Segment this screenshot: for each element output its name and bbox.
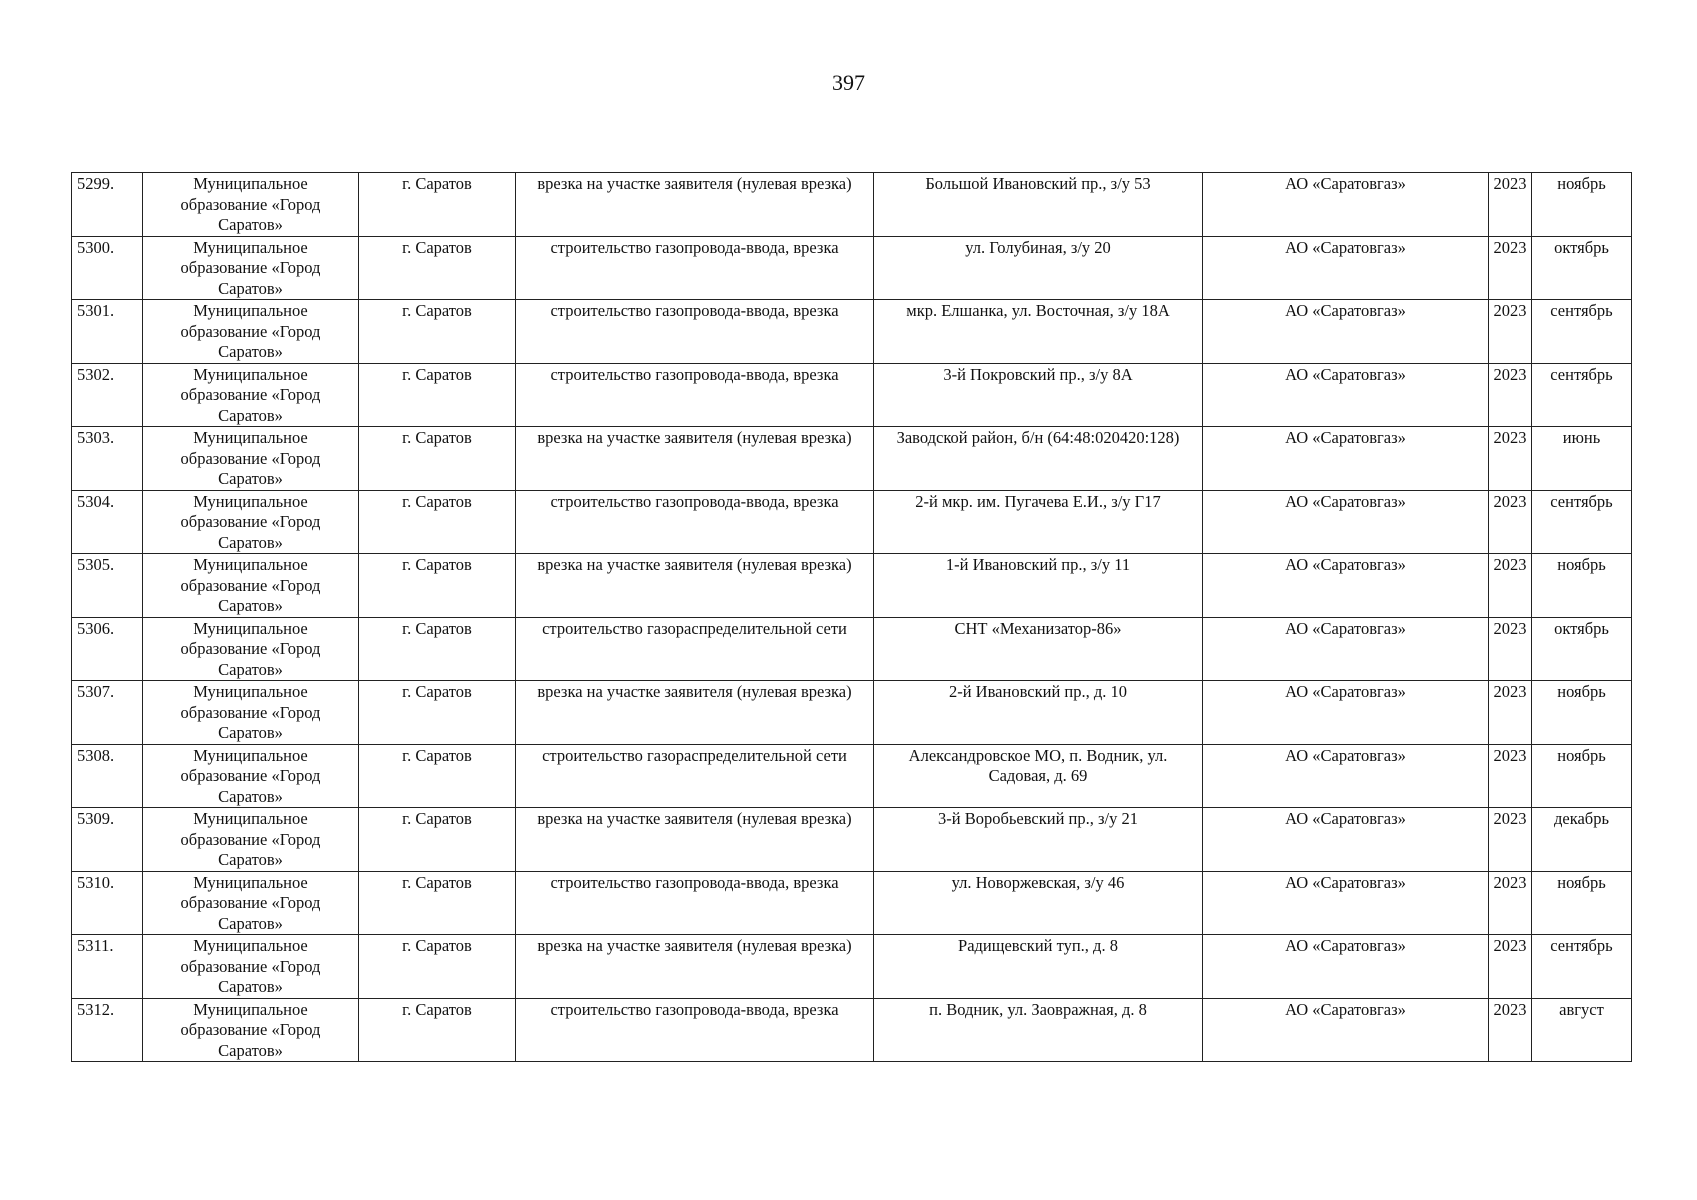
month-cell: [1532, 427, 1632, 491]
address: 3-й Покровский пр., з/у 8А: [943, 364, 1133, 384]
locality-name: г. Саратов: [402, 364, 472, 384]
row-number: 5307.: [77, 682, 115, 701]
month-cell: [1532, 808, 1632, 872]
address: ул. Новоржевская, з/у 46: [951, 872, 1125, 892]
municipality-name: Муниципальное образование «Город Саратов»: [180, 237, 321, 298]
year-cell: [1489, 998, 1532, 1062]
table-row: [72, 744, 1632, 808]
work-type-cell: [516, 744, 874, 808]
month-cell: [1532, 554, 1632, 618]
municipality-name: Муниципальное образование «Город Саратов»: [180, 555, 321, 615]
locality-cell: [359, 935, 516, 999]
year: 2023: [1493, 682, 1527, 701]
year-cell: [1489, 173, 1532, 237]
address-cell: [874, 300, 1203, 364]
year: 2023: [1493, 174, 1527, 193]
month-cell: [1532, 300, 1632, 364]
table-row: [72, 173, 1632, 237]
organization-cell: [1203, 300, 1489, 364]
row-number: 5306.: [77, 618, 115, 638]
table-row: [72, 808, 1632, 872]
address: Большой Ивановский пр., з/у 53: [925, 174, 1151, 193]
month: октябрь: [1554, 618, 1609, 638]
year-cell: [1489, 617, 1532, 681]
row-number-cell: [72, 173, 143, 237]
month: ноябрь: [1557, 555, 1606, 574]
work-type: врезка на участке заявителя (нулевая врезка): [537, 174, 852, 193]
organization: АО «Саратовгаз»: [1285, 364, 1406, 384]
row-number: 5305.: [77, 555, 115, 574]
month: сентябрь: [1550, 364, 1613, 384]
table-row: [72, 236, 1632, 300]
locality-cell: [359, 427, 516, 491]
month-cell: [1532, 681, 1632, 745]
organization-cell: [1203, 363, 1489, 427]
organization: АО «Саратовгаз»: [1285, 237, 1406, 257]
municipality-cell: [143, 808, 359, 872]
work-type: врезка на участке заявителя (нулевая врезка): [537, 555, 852, 574]
row-number-cell: [72, 490, 143, 554]
address-cell: [874, 808, 1203, 872]
municipality-name: Муниципальное образование «Город Саратов»: [180, 618, 321, 679]
municipality-cell: [143, 935, 359, 999]
locality-cell: [359, 490, 516, 554]
gasification-plan-table-wrapper: [71, 172, 1632, 1062]
locality-name: г. Саратов: [402, 555, 472, 574]
month-cell: [1532, 871, 1632, 935]
organization-cell: [1203, 744, 1489, 808]
address-cell: [874, 935, 1203, 999]
year-cell: [1489, 236, 1532, 300]
table-row: [72, 681, 1632, 745]
row-number: 5304.: [77, 491, 115, 511]
row-number: 5302.: [77, 364, 115, 384]
address-cell: [874, 173, 1203, 237]
year: 2023: [1493, 936, 1527, 955]
table-row: [72, 427, 1632, 491]
month-cell: [1532, 363, 1632, 427]
month: сентябрь: [1550, 936, 1613, 955]
municipality-name: Муниципальное образование «Город Саратов»: [180, 364, 321, 425]
address-cell: [874, 871, 1203, 935]
row-number: 5308.: [77, 745, 115, 765]
row-number-cell: [72, 808, 143, 872]
locality-name: г. Саратов: [402, 618, 472, 638]
municipality-cell: [143, 681, 359, 745]
locality-name: г. Саратов: [402, 872, 472, 892]
year: 2023: [1493, 872, 1527, 892]
locality-cell: [359, 173, 516, 237]
row-number: 5299.: [77, 174, 115, 193]
month-cell: [1532, 998, 1632, 1062]
month: ноябрь: [1557, 745, 1606, 765]
address-cell: [874, 236, 1203, 300]
address: ул. Голубиная, з/у 20: [965, 237, 1111, 257]
organization: АО «Саратовгаз»: [1285, 174, 1406, 193]
municipality-cell: [143, 173, 359, 237]
locality-cell: [359, 236, 516, 300]
work-type: строительство газопровода-ввода, врезка: [550, 491, 839, 511]
work-type: врезка на участке заявителя (нулевая врезка): [537, 936, 852, 955]
work-type: строительство газопровода-ввода, врезка: [550, 364, 839, 384]
organization: АО «Саратовгаз»: [1285, 745, 1406, 765]
address-cell: [874, 554, 1203, 618]
organization-cell: [1203, 871, 1489, 935]
row-number: 5301.: [77, 301, 115, 320]
table-row: [72, 935, 1632, 999]
month-cell: [1532, 935, 1632, 999]
organization: АО «Саратовгаз»: [1285, 301, 1406, 320]
address-cell: [874, 998, 1203, 1062]
row-number-cell: [72, 236, 143, 300]
address: Заводской район, б/н (64:48:020420:128): [896, 428, 1180, 447]
year-cell: [1489, 427, 1532, 491]
municipality-cell: [143, 871, 359, 935]
work-type-cell: [516, 363, 874, 427]
locality-name: г. Саратов: [402, 682, 472, 701]
month: декабрь: [1554, 809, 1609, 828]
municipality-name: Муниципальное образование «Город Саратов»: [180, 428, 321, 488]
municipality-name: Муниципальное образование «Город Саратов»: [180, 872, 321, 933]
organization-cell: [1203, 427, 1489, 491]
month: сентябрь: [1550, 301, 1613, 320]
address: Радищевский туп., д. 8: [958, 936, 1118, 955]
table-body: [72, 173, 1632, 1062]
address: 2-й Ивановский пр., д. 10: [948, 682, 1127, 701]
address-cell: [874, 363, 1203, 427]
year-cell: [1489, 363, 1532, 427]
locality-name: г. Саратов: [402, 491, 472, 511]
table-row: [72, 300, 1632, 364]
locality-name: г. Саратов: [402, 999, 472, 1019]
work-type: строительство газопровода-ввода, врезка: [550, 237, 839, 257]
year: 2023: [1493, 428, 1527, 447]
municipality-name: Муниципальное образование «Город Саратов»: [180, 682, 321, 742]
address-cell: [874, 490, 1203, 554]
year-cell: [1489, 554, 1532, 618]
row-number-cell: [72, 871, 143, 935]
municipality-cell: [143, 490, 359, 554]
year: 2023: [1493, 301, 1527, 320]
row-number-cell: [72, 427, 143, 491]
year: 2023: [1493, 237, 1527, 257]
municipality-name: Муниципальное образование «Город Саратов»: [180, 999, 321, 1060]
organization: АО «Саратовгаз»: [1285, 936, 1406, 955]
row-number-cell: [72, 935, 143, 999]
municipality-name: Муниципальное образование «Город Саратов»: [180, 491, 321, 552]
work-type: строительство газопровода-ввода, врезка: [550, 872, 839, 892]
municipality-cell: [143, 744, 359, 808]
month-cell: [1532, 617, 1632, 681]
row-number-cell: [72, 998, 143, 1062]
locality-cell: [359, 998, 516, 1062]
locality-name: г. Саратов: [402, 174, 472, 193]
month-cell: [1532, 744, 1632, 808]
row-number: 5303.: [77, 428, 115, 447]
municipality-cell: [143, 363, 359, 427]
month-cell: [1532, 236, 1632, 300]
municipality-cell: [143, 427, 359, 491]
address: п. Водник, ул. Заовражная, д. 8: [929, 999, 1147, 1019]
month: ноябрь: [1557, 872, 1606, 892]
year-cell: [1489, 490, 1532, 554]
address: Александровское МО, п. Водник, ул. Садовая, д. 69: [908, 745, 1168, 785]
locality-name: г. Саратов: [402, 237, 472, 257]
row-number: 5300.: [77, 237, 115, 257]
table-row: [72, 490, 1632, 554]
year: 2023: [1493, 999, 1527, 1019]
work-type: строительство газораспределительной сети: [542, 618, 847, 638]
address: мкр. Елшанка, ул. Восточная, з/у 18А: [906, 301, 1170, 320]
year-cell: [1489, 744, 1532, 808]
municipality-name: Муниципальное образование «Город Саратов»: [180, 745, 321, 806]
month: ноябрь: [1557, 682, 1606, 701]
locality-cell: [359, 300, 516, 364]
organization: АО «Саратовгаз»: [1285, 428, 1406, 447]
work-type: строительство газопровода-ввода, врезка: [550, 301, 839, 320]
year-cell: [1489, 871, 1532, 935]
work-type-cell: [516, 490, 874, 554]
organization: АО «Саратовгаз»: [1285, 618, 1406, 638]
page-number: 397: [832, 70, 865, 95]
year-cell: [1489, 935, 1532, 999]
locality-cell: [359, 744, 516, 808]
work-type-cell: [516, 236, 874, 300]
locality-name: г. Саратов: [402, 936, 472, 955]
work-type: врезка на участке заявителя (нулевая врезка): [537, 809, 852, 828]
municipality-name: Муниципальное образование «Город Саратов»: [180, 809, 321, 869]
address: СНТ «Механизатор-86»: [954, 618, 1122, 638]
municipality-cell: [143, 998, 359, 1062]
row-number-cell: [72, 617, 143, 681]
work-type-cell: [516, 617, 874, 681]
gasification-plan-table: [71, 172, 1632, 1062]
locality-cell: [359, 554, 516, 618]
work-type-cell: [516, 554, 874, 618]
year: 2023: [1493, 555, 1527, 574]
work-type-cell: [516, 935, 874, 999]
address: 2-й мкр. им. Пугачева Е.И., з/у Г17: [915, 491, 1161, 511]
organization: АО «Саратовгаз»: [1285, 999, 1406, 1019]
year-cell: [1489, 300, 1532, 364]
locality-cell: [359, 363, 516, 427]
work-type-cell: [516, 681, 874, 745]
locality-name: г. Саратов: [402, 809, 472, 828]
row-number-cell: [72, 363, 143, 427]
locality-cell: [359, 681, 516, 745]
address: 1-й Ивановский пр., з/у 11: [945, 555, 1131, 574]
organization-cell: [1203, 173, 1489, 237]
address-cell: [874, 744, 1203, 808]
organization-cell: [1203, 998, 1489, 1062]
table-row: [72, 554, 1632, 618]
organization-cell: [1203, 681, 1489, 745]
address-cell: [874, 681, 1203, 745]
work-type-cell: [516, 871, 874, 935]
month: октябрь: [1554, 237, 1609, 257]
row-number: 5312.: [77, 999, 115, 1019]
organization-cell: [1203, 935, 1489, 999]
locality-name: г. Саратов: [402, 301, 472, 320]
address: 3-й Воробьевский пр., з/у 21: [938, 809, 1138, 828]
table-row: [72, 363, 1632, 427]
organization-cell: [1203, 236, 1489, 300]
organization-cell: [1203, 808, 1489, 872]
work-type-cell: [516, 808, 874, 872]
month: сентябрь: [1550, 491, 1613, 511]
organization-cell: [1203, 490, 1489, 554]
year-cell: [1489, 681, 1532, 745]
address-cell: [874, 617, 1203, 681]
row-number-cell: [72, 681, 143, 745]
year: 2023: [1493, 364, 1527, 384]
month-cell: [1532, 490, 1632, 554]
row-number-cell: [72, 554, 143, 618]
row-number-cell: [72, 300, 143, 364]
work-type: врезка на участке заявителя (нулевая врезка): [537, 682, 852, 701]
row-number-cell: [72, 744, 143, 808]
municipality-cell: [143, 236, 359, 300]
municipality-cell: [143, 554, 359, 618]
locality-name: г. Саратов: [402, 745, 472, 765]
row-number: 5310.: [77, 872, 115, 892]
organization-cell: [1203, 554, 1489, 618]
work-type: строительство газораспределительной сети: [542, 745, 847, 765]
work-type-cell: [516, 173, 874, 237]
work-type-cell: [516, 998, 874, 1062]
organization-cell: [1203, 617, 1489, 681]
year-cell: [1489, 808, 1532, 872]
locality-cell: [359, 808, 516, 872]
locality-cell: [359, 871, 516, 935]
row-number: 5311.: [77, 936, 114, 955]
municipality-name: Муниципальное образование «Город Саратов»: [180, 301, 321, 361]
address-cell: [874, 427, 1203, 491]
year: 2023: [1493, 491, 1527, 511]
municipality-cell: [143, 617, 359, 681]
table-row: [72, 617, 1632, 681]
year: 2023: [1493, 809, 1527, 828]
locality-cell: [359, 617, 516, 681]
month: ноябрь: [1557, 174, 1606, 193]
month-cell: [1532, 173, 1632, 237]
year: 2023: [1493, 745, 1527, 765]
work-type: строительство газопровода-ввода, врезка: [550, 999, 839, 1019]
organization: АО «Саратовгаз»: [1285, 809, 1406, 828]
organization: АО «Саратовгаз»: [1285, 555, 1406, 574]
table-row: [72, 998, 1632, 1062]
municipality-name: Муниципальное образование «Город Саратов»: [180, 936, 321, 996]
table-row: [72, 871, 1632, 935]
work-type-cell: [516, 300, 874, 364]
row-number: 5309.: [77, 809, 115, 828]
work-type-cell: [516, 427, 874, 491]
month: июнь: [1562, 428, 1601, 447]
month: август: [1559, 999, 1604, 1019]
organization: АО «Саратовгаз»: [1285, 682, 1406, 701]
locality-name: г. Саратов: [402, 428, 472, 447]
municipality-name: Муниципальное образование «Город Саратов»: [180, 174, 321, 234]
organization: АО «Саратовгаз»: [1285, 872, 1406, 892]
year: 2023: [1493, 618, 1527, 638]
municipality-cell: [143, 300, 359, 364]
organization: АО «Саратовгаз»: [1285, 491, 1406, 511]
work-type: врезка на участке заявителя (нулевая врезка): [537, 428, 852, 447]
